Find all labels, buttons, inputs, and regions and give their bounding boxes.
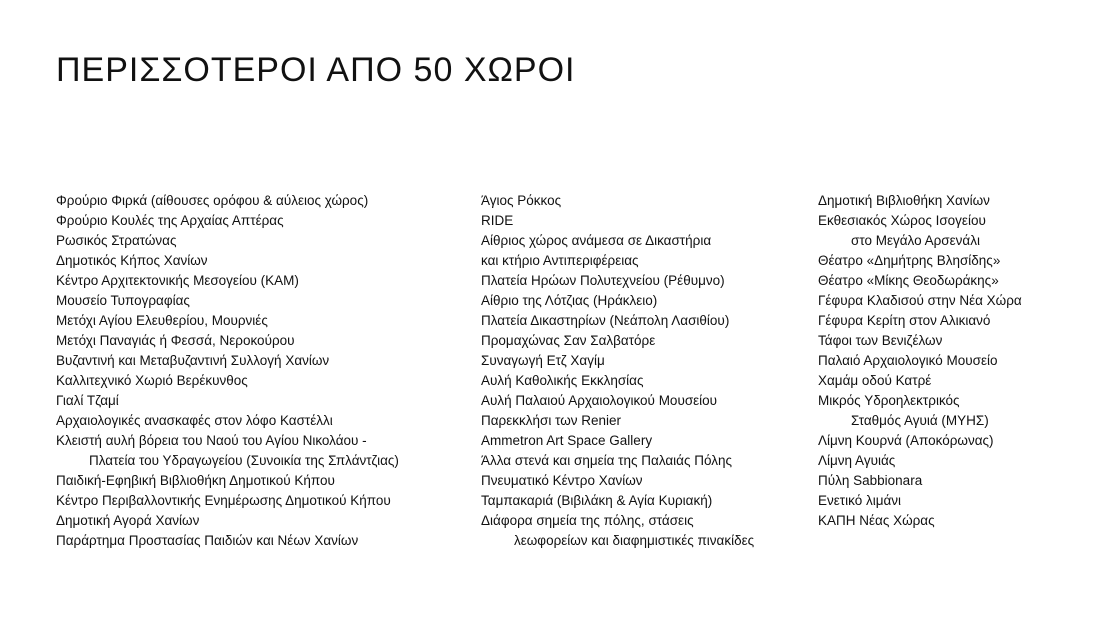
venue-list-item: Μικρός Υδροηλεκτρικός [818, 393, 960, 408]
venue-list-item: Κέντρο Περιβαλλοντικής Ενημέρωσης Δημοτικού Κήπου [56, 493, 391, 508]
venue-list-item: Πνευματικό Κέντρο Χανίων [481, 473, 643, 488]
venue-list-item: ΚΑΠΗ Νέας Χώρας [818, 513, 935, 528]
venue-list-item: Ammetron Art Space Gallery [481, 433, 653, 448]
venue-list-item: Φρούριο Φιρκά (αίθουσες ορόφου & αύλειος χώρος) [56, 193, 369, 208]
venue-list-item-continuation: λεωφορείων και διαφημιστικές πινακίδες [514, 533, 755, 548]
venue-list-item: Φρούριο Κουλές της Αρχαίας Απτέρας [56, 213, 284, 228]
venue-list-column-2 [481, 191, 754, 551]
venue-list-item: Αυλή Παλαιού Αρχαιολογικού Μουσείου [481, 393, 718, 408]
venue-list-item: Τάφοι των Βενιζέλων [818, 333, 943, 348]
venue-list-item: Θέατρο «Δημήτρης Βλησίδης» [818, 253, 1001, 268]
venue-list-item: Μετόχι Παναγιάς ή Φεσσά, Νεροκούρου [56, 333, 295, 348]
venue-list-item: Παράρτημα Προστασίας Παιδιών και Νέων Χανίων [56, 533, 359, 548]
venue-list-item: Συναγωγή Ετζ Χαγίμ [481, 353, 605, 368]
venue-list-item: Κέντρο Αρχιτεκτονικής Μεσογείου (ΚΑΜ) [56, 273, 299, 288]
venue-list-item: Καλλιτεχνικό Χωριό Βερέκυνθος [56, 373, 248, 388]
venue-list-item: Αίθριος χώρος ανάμεσα σε Δικαστήρια [481, 233, 712, 248]
venue-list-item-continuation: Σταθμός Αγυιά (ΜΥΗΣ) [851, 413, 989, 428]
venue-list-item: Δημοτική Αγορά Χανίων [56, 513, 200, 528]
venue-list-item: Μετόχι Αγίου Ελευθερίου, Μουρνιές [56, 313, 268, 328]
venue-list-item: Δημοτική Βιβλιοθήκη Χανίων [818, 193, 990, 208]
venue-list-item: Αίθριο της Λότζιας (Ηράκλειο) [481, 293, 658, 308]
venue-list-column-3 [818, 191, 1022, 531]
venue-list-item: Αρχαιολογικές ανασκαφές στον λόφο Καστέλλι [56, 413, 333, 428]
venue-list-item: Δημοτικός Κήπος Χανίων [56, 253, 208, 268]
venue-list-item: Αυλή Καθολικής Εκκλησίας [481, 373, 644, 388]
venue-list-item: Θέατρο «Μίκης Θεοδωράκης» [818, 273, 999, 288]
venue-list-item: Προμαχώνας Σαν Σαλβατόρε [481, 333, 656, 348]
venue-list-item: Μουσείο Τυπογραφίας [56, 293, 190, 308]
venue-list-item: Χαμάμ οδού Κατρέ [818, 373, 932, 388]
venue-list-item: Βυζαντινή και Μεταβυζαντινή Συλλογή Χανίων [56, 353, 330, 368]
venue-list-item: Γιαλί Τζαμί [56, 393, 119, 408]
venue-list-item: Παιδική-Εφηβική Βιβλιοθήκη Δημοτικού Κήπου [56, 473, 335, 488]
venue-list-item: Πύλη Sabbionara [818, 473, 923, 488]
venue-list-column-1 [56, 191, 399, 551]
venue-list-item: Λίμνη Αγυιάς [818, 453, 896, 468]
venue-list-item: Άγιος Ρόκκος [481, 193, 562, 208]
venue-list-item: Λίμνη Κουρνά (Αποκόρωνας) [818, 433, 994, 448]
venue-list-item: Ταμπακαριά (Βιβιλάκη & Αγία Κυριακή) [481, 493, 713, 508]
page-title: ΠΕΡΙΣΣΟΤΕΡΟΙ ΑΠΟ 50 ΧΩΡΟΙ [56, 51, 576, 89]
venue-list-item: Πλατεία Ηρώων Πολυτεχνείου (Ρέθυμνο) [481, 273, 725, 288]
venue-list-item-continuation: Πλατεία του Υδραγωγείου (Συνοικία της Σπλάντζιας) [89, 453, 399, 468]
venue-list-item: Διάφορα σημεία της πόλης, στάσεις [481, 513, 694, 528]
venue-list-item: Γέφυρα Κερίτη στον Αλικιανό [818, 313, 991, 328]
venue-list-item: Γέφυρα Κλαδισού στην Νέα Χώρα [818, 293, 1022, 308]
venue-list-item: Εκθεσιακός Χώρος Ισογείου [818, 213, 986, 228]
venue-list-item: Ρωσικός Στρατώνας [56, 233, 177, 248]
venue-list-item: Παρεκκλήσι των Renier [481, 413, 622, 428]
venue-list-item-continuation: στο Μεγάλο Αρσενάλι [851, 233, 980, 248]
venue-list-item: Κλειστή αυλή βόρεια του Ναού του Αγίου Νικολάου - [56, 433, 367, 448]
venue-list-item: και κτήριο Αντιπεριφέρειας [481, 253, 639, 268]
venue-list-item: Πλατεία Δικαστηρίων (Νεάπολη Λασιθίου) [481, 313, 730, 328]
venue-list-item: RIDE [481, 213, 514, 228]
venue-list-item: Παλαιό Αρχαιολογικό Μουσείο [818, 353, 998, 368]
venue-list-item: Άλλα στενά και σημεία της Παλαιάς Πόλης [481, 453, 733, 468]
venue-list-item: Ενετικό λιμάνι [818, 493, 902, 508]
